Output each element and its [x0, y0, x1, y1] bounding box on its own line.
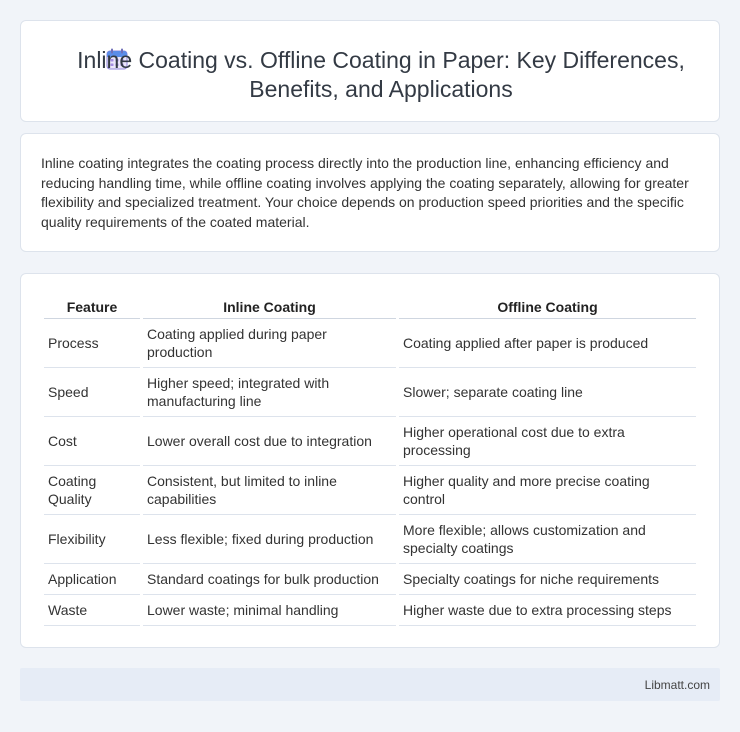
inline-cell: Higher speed; integrated with manufacturing line [143, 368, 396, 417]
table-row [44, 564, 696, 595]
summary-text: Inline coating integrates the coating process directly into the production line, enhancing efficiency and reducing handling time, while offline coating involves applying the coating separately, allowing for greater flexibility and specialized treatment. Your choice depends on production speed priorities and the specific quality requirements of the coated material. [41, 155, 689, 230]
feature-cell: Flexibility [44, 515, 140, 564]
inline-cell: Less flexible; fixed during production [143, 515, 396, 564]
footer [20, 668, 720, 701]
offline-cell: More flexible; allows customization and specialty coatings [399, 515, 696, 564]
footer-site-link[interactable]: Libmatt.com [644, 678, 710, 692]
feature-cell: Coating Quality [44, 466, 140, 515]
header-inline-coating: Inline Coating [143, 296, 396, 319]
offline-cell: Higher waste due to extra processing steps [399, 595, 696, 626]
inline-cell: Lower waste; minimal handling [143, 595, 396, 626]
header-offline-coating: Offline Coating [399, 296, 696, 319]
offline-cell: Higher quality and more precise coating control [399, 466, 696, 515]
header-feature: Feature [44, 296, 140, 319]
inline-cell: Consistent, but limited to inline capabilities [143, 466, 396, 515]
inline-cell: Lower overall cost due to integration [143, 417, 396, 466]
feature-cell: Cost [44, 417, 140, 466]
table-header-row [44, 296, 696, 319]
table-row [44, 595, 696, 626]
title-wrap [21, 46, 719, 104]
table-row [44, 466, 696, 515]
table-row [44, 368, 696, 417]
table-row [44, 515, 696, 564]
title-card [20, 20, 720, 122]
feature-cell: Waste [44, 595, 140, 626]
summary-card [20, 133, 720, 252]
comparison-table-card [20, 273, 720, 648]
inline-cell: Standard coatings for bulk production [143, 564, 396, 595]
table-row [44, 319, 696, 368]
inline-cell: Coating applied during paper production [143, 319, 396, 368]
feature-cell: Process [44, 319, 140, 368]
offline-cell: Coating applied after paper is produced [399, 319, 696, 368]
comparison-table [41, 296, 699, 626]
offline-cell: Slower; separate coating line [399, 368, 696, 417]
feature-cell: Application [44, 564, 140, 595]
table-row [44, 417, 696, 466]
offline-cell: Higher operational cost due to extra processing [399, 417, 696, 466]
feature-cell: Speed [44, 368, 140, 417]
page-title: Inline Coating vs. Offline Coating in Paper: Key Differences, Benefits, and Applications [77, 47, 685, 102]
offline-cell: Specialty coatings for niche requirements [399, 564, 696, 595]
